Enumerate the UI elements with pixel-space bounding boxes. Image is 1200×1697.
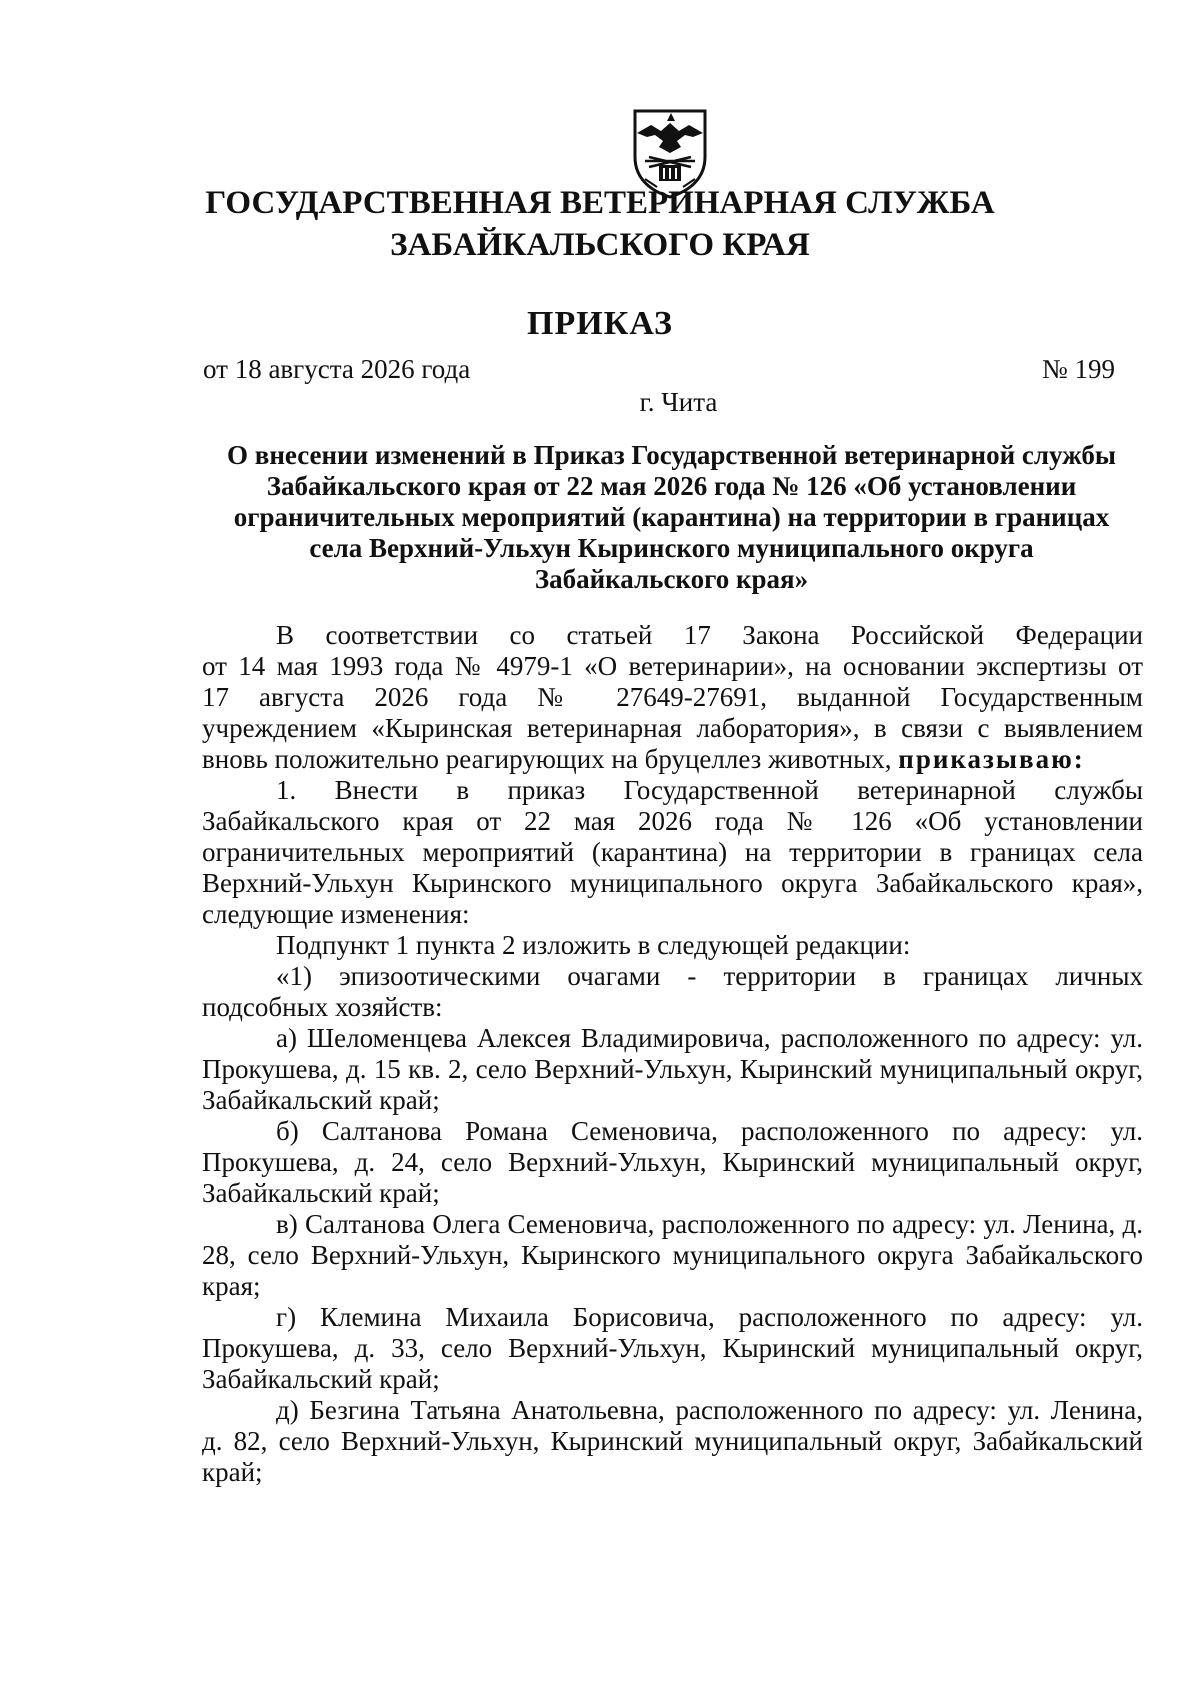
preamble-last: вновь положительно реагирующих на бруцеллез животных,: [202, 744, 892, 774]
item-b-line: Забайкальский край;: [202, 1178, 440, 1208]
item-d-line: д) Безгина Татьяна Анатольевна, расположенного по адресу: ул. Ленина,: [276, 1395, 1143, 1425]
item-b-line: б) Салтанова Романа Семеновича, расположенного по адресу: ул.: [276, 1116, 1143, 1146]
heading-line: Забайкальского края от 22 мая 2026 года № 126 «Об установлении: [266, 471, 1077, 501]
order-body: [202, 620, 1143, 1488]
heading-line: ограничительных мероприятий (карантина) на территории в границах: [233, 502, 1110, 532]
item-a-line: а) Шеломенцева Алексея Владимировича, расположенного по адресу: ул.: [276, 1023, 1143, 1053]
order-word: приказываю:: [898, 744, 1085, 774]
item-d-line: край;: [202, 1457, 263, 1487]
body-line: учреждением «Кыринская ветеринарная лаборатория», в связи с выявлением: [202, 713, 1143, 743]
body-line: [202, 744, 1143, 775]
item1-line: Забайкальского края от 22 мая 2026 года № 126 «Об установлении: [202, 806, 1143, 836]
item-g-line: г) Клемина Михаила Борисовича, расположенного по адресу: ул.: [276, 1302, 1143, 1332]
order-heading: [200, 440, 1143, 595]
item-a-line: Забайкальский край;: [202, 1085, 440, 1115]
quote-line: «1) эпизоотическими очагами - территории в границах личных: [276, 961, 1143, 991]
body-line: 17 августа 2026 года № 27649-27691, выданной Государственным: [202, 682, 1143, 712]
item-d-line: д. 82, село Верхний-Ульхун, Кыринский муниципальный округ, Забайкальский: [202, 1426, 1143, 1456]
item-g-line: Забайкальский край;: [202, 1364, 440, 1394]
heading-line: О внесении изменений в Приказ Государственной ветеринарной службы: [227, 440, 1116, 470]
heading-line: Забайкальского края»: [534, 564, 809, 594]
item-g-line: Прокушева, д. 33, село Верхний-Ульхун, Кыринский муниципальный округ,: [202, 1333, 1143, 1363]
item-a-line: Прокушева, д. 15 кв. 2, село Верхний-Ульхун, Кыринский муниципальный округ,: [202, 1054, 1143, 1084]
item-b-line: Прокушева, д. 24, село Верхний-Ульхун, Кыринский муниципальный округ,: [202, 1147, 1143, 1177]
item1-line: 1. Внести в приказ Государственной ветеринарной службы: [276, 775, 1143, 805]
item1-line: Верхний-Ульхун Кыринского муниципального округа Забайкальского края»,: [202, 868, 1143, 898]
organization-name-line1: ГОСУДАРСТВЕННАЯ ВЕТЕРИНАРНАЯ СЛУЖБА: [205, 185, 995, 221]
item-v-line: края;: [202, 1271, 261, 1301]
item-v-line: в) Салтанова Олега Семеновича, расположенного по адресу: ул. Ленина, д.: [276, 1209, 1143, 1239]
organization-name-line2: ЗАБАЙКАЛЬСКОГО КРАЯ: [390, 227, 810, 263]
subpoint-line: Подпункт 1 пункта 2 изложить в следующей редакции:: [276, 930, 911, 960]
body-line: В соответствии со статьей 17 Закона Российской Федерации: [276, 620, 1143, 650]
heading-line: села Верхний-Ульхун Кыринского муниципального округа: [309, 533, 1034, 563]
item-v-line: 28, село Верхний-Ульхун, Кыринского муниципального округа Забайкальского: [202, 1240, 1143, 1270]
order-city: г. Чита: [639, 387, 718, 417]
item1-line: следующие изменения:: [202, 899, 470, 929]
body-line: от 14 мая 1993 года № 4979-1 «О ветеринарии», на основании экспертизы от: [202, 651, 1143, 681]
document-type-title: ПРИКАЗ: [527, 305, 673, 342]
quote-line: подсобных хозяйств:: [202, 992, 443, 1022]
order-date: от 18 августа 2026 года: [203, 354, 471, 384]
order-number: № 199: [1041, 354, 1115, 384]
item1-line: ограничительных мероприятий (карантина) на территории в границах села: [202, 837, 1143, 867]
